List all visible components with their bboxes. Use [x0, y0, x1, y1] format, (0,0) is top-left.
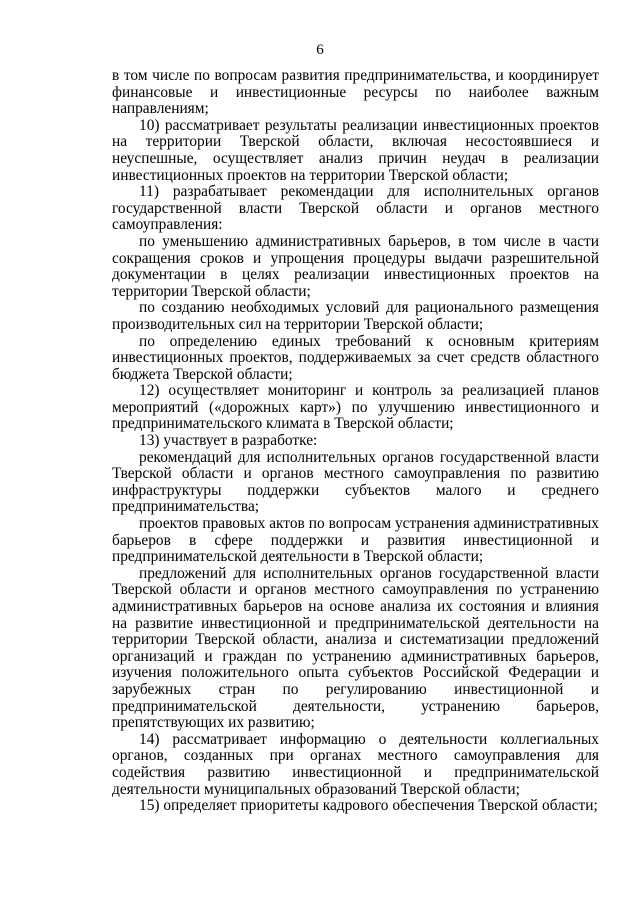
document-body: [112, 68, 599, 815]
paragraph-sub-proposals: предложений для исполнительных органов государственной власти Тверской области и органов местного самоуправления по устранению административных барьеров на основе анализа их состояния и влияния на развитие инвестиционной и предпринимательской деятельности на территории Тверской области, анализа и систематизации предложений организаций и граждан по устранению административных барьеров, изучения положительного опыта субъектов Российской Федерации и зарубежных стран по регулированию инвестиционной и предпринимательской деятельности, устранению барьеров, препятствующих их развитию;: [112, 564, 599, 732]
paragraph-continuation: в том числе по вопросам развития предпринимательства, и координирует финансовые и инвестиционные ресурсы по наиболее важным направлениям;: [112, 67, 599, 118]
paragraph-sub-admin-barriers: по уменьшению административных барьеров, в том числе в части сокращения сроков и упрощения процедуры выдачи разрешительной документации в целях реализации инвестиционных проектов на территории Тверской области;: [112, 232, 599, 300]
paragraph-sub-recommendations: рекомендаций для исполнительных органов государственной власти Тверской области и органов местного самоуправления по развитию инфраструктуры поддержки субъектов малого и среднего предпринимательства;: [112, 448, 599, 516]
paragraph-sub-productive-forces: по созданию необходимых условий для рационального размещения производительных сил на территории Тверской области;: [112, 299, 599, 333]
paragraph-item-10: 10) рассматривает результаты реализации инвестиционных проектов на территории Тверской области, включая несостоявшиеся и неуспешные, осуществляет анализ причин неудач в реализации инвестиционных проектов на территории Тверской области;: [112, 116, 599, 184]
page-number: 6: [316, 42, 324, 58]
paragraph-item-12: 12) осуществляет мониторинг и контроль за реализацией планов мероприятий («дорожных карт») по улучшению инвестиционного и предпринимательского климата в Тверской области;: [112, 382, 599, 433]
paragraph-item-11: 11) разрабатывает рекомендации для исполнительных органов государственной власти Тверской области и органов местного самоуправления:: [112, 183, 599, 234]
paragraph-sub-criteria: по определению единых требований к основным критериям инвестиционных проектов, поддерживаемых за счет средств областного бюджета Тверской области;: [112, 332, 599, 383]
paragraph-sub-legal-acts: проектов правовых актов по вопросам устранения административных барьеров в сфере поддержки и развития инвестиционной и предпринимательской деятельности в Тверской области;: [112, 515, 599, 566]
paragraph-item-13: 13) участвует в разработке:: [139, 432, 318, 450]
paragraph-item-15: 15) определяет приоритеты кадрового обеспечения Тверской области;: [139, 797, 598, 815]
paragraph-item-14: 14) рассматривает информацию о деятельности коллегиальных органов, созданных при органах местного самоуправления для содействия развитию инвестиционной и предпринимательской деятельности муниципальных образований Тверской области;: [112, 730, 599, 798]
